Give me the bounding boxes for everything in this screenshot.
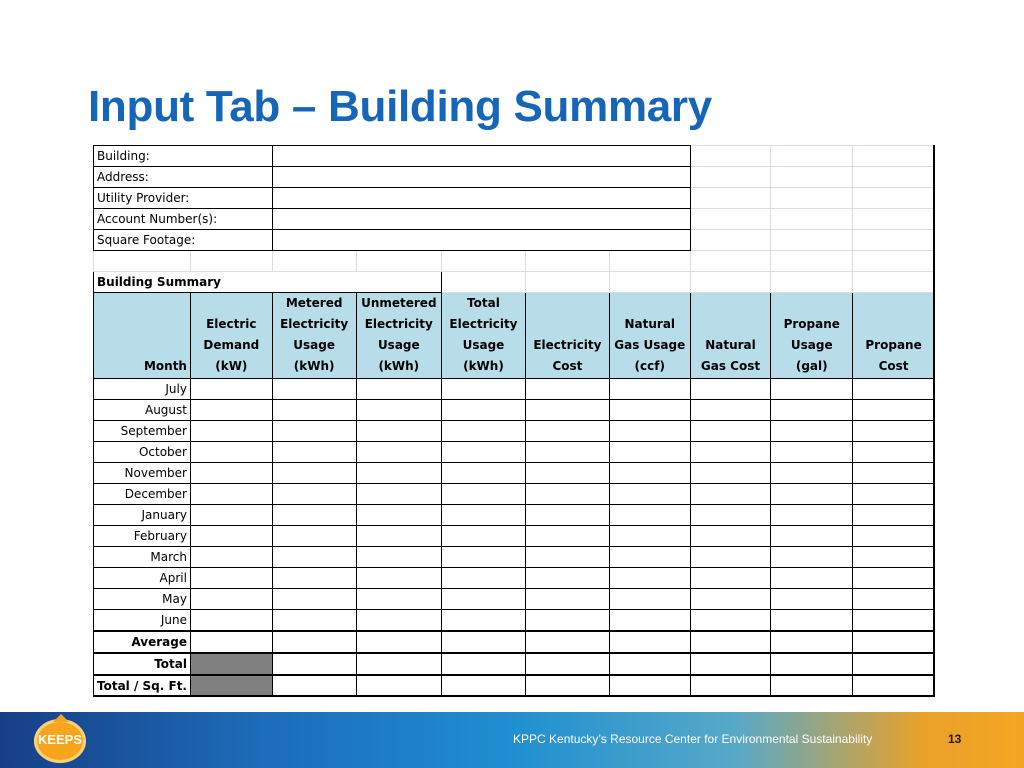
data-cell[interactable] (609, 442, 690, 463)
sheet-bottom-edge (93, 695, 935, 697)
data-cell[interactable] (690, 421, 771, 442)
data-cell[interactable] (356, 547, 441, 568)
empty-cell[interactable] (853, 146, 935, 167)
keeps-logo (34, 719, 86, 763)
column-header: Electricity Cost (525, 293, 609, 379)
info-label: Building: (94, 146, 273, 167)
data-cell[interactable] (771, 631, 853, 653)
data-cell[interactable] (272, 653, 356, 675)
data-cell[interactable] (441, 442, 525, 463)
data-cell[interactable] (525, 484, 609, 505)
data-cell[interactable] (272, 526, 356, 547)
empty-cell[interactable] (771, 209, 853, 230)
data-cell[interactable] (771, 610, 853, 632)
data-cell[interactable] (853, 505, 935, 526)
data-cell[interactable] (853, 675, 935, 697)
data-cell[interactable] (272, 631, 356, 653)
data-cell[interactable] (356, 610, 441, 632)
column-header: Natural Gas Usage (ccf) (609, 293, 690, 379)
data-cell[interactable] (441, 610, 525, 632)
disabled-cell (190, 653, 272, 675)
month-label: June (94, 610, 191, 632)
data-cell[interactable] (690, 631, 771, 653)
summary-row (94, 675, 935, 697)
empty-cell[interactable] (525, 272, 609, 293)
empty-cell[interactable] (356, 251, 441, 272)
empty-cell[interactable] (690, 251, 771, 272)
data-cell[interactable] (525, 568, 609, 589)
empty-cell[interactable] (853, 251, 935, 272)
month-label: August (94, 400, 191, 421)
data-cell[interactable] (771, 653, 853, 675)
month-row (94, 442, 935, 463)
data-cell[interactable] (525, 421, 609, 442)
data-cell[interactable] (356, 568, 441, 589)
data-cell[interactable] (190, 484, 272, 505)
column-header: Propane Cost (853, 293, 935, 379)
data-cell[interactable] (690, 484, 771, 505)
empty-cell[interactable] (441, 272, 525, 293)
data-cell[interactable] (356, 631, 441, 653)
empty-cell[interactable] (609, 251, 690, 272)
graduation-cap-icon (53, 714, 69, 722)
info-label: Square Footage: (94, 230, 273, 251)
data-cell[interactable] (356, 526, 441, 547)
data-cell[interactable] (272, 442, 356, 463)
month-label: February (94, 526, 191, 547)
empty-cell[interactable] (690, 167, 771, 188)
data-cell[interactable] (441, 505, 525, 526)
empty-cell[interactable] (609, 272, 690, 293)
summary-row (94, 631, 935, 653)
data-cell[interactable] (190, 568, 272, 589)
data-cell[interactable] (525, 400, 609, 421)
data-cell[interactable] (853, 421, 935, 442)
data-cell[interactable] (272, 484, 356, 505)
month-row (94, 421, 935, 442)
data-cell[interactable] (525, 379, 609, 400)
info-input[interactable] (272, 146, 690, 167)
empty-cell[interactable] (525, 251, 609, 272)
empty-cell[interactable] (272, 251, 356, 272)
data-cell[interactable] (771, 442, 853, 463)
page-number: 13 (948, 732, 962, 746)
empty-cell[interactable] (441, 251, 525, 272)
data-cell[interactable] (853, 400, 935, 421)
column-header: Total Electricity Usage (kWh) (441, 293, 525, 379)
data-cell[interactable] (853, 653, 935, 675)
info-input[interactable] (272, 167, 690, 188)
data-cell[interactable] (525, 653, 609, 675)
data-cell[interactable] (609, 463, 690, 484)
data-cell[interactable] (609, 568, 690, 589)
data-cell[interactable] (853, 610, 935, 632)
data-cell[interactable] (609, 653, 690, 675)
data-cell[interactable] (771, 463, 853, 484)
data-cell[interactable] (356, 421, 441, 442)
data-cell[interactable] (272, 547, 356, 568)
info-input[interactable] (272, 230, 690, 251)
month-row (94, 400, 935, 421)
data-cell[interactable] (272, 463, 356, 484)
month-label: November (94, 463, 191, 484)
data-cell[interactable] (525, 463, 609, 484)
data-cell[interactable] (853, 484, 935, 505)
month-row (94, 547, 935, 568)
data-cell[interactable] (609, 547, 690, 568)
info-row (94, 230, 935, 251)
summary-label: Average (94, 631, 191, 653)
data-cell[interactable] (609, 400, 690, 421)
data-cell[interactable] (441, 589, 525, 610)
data-cell[interactable] (609, 505, 690, 526)
month-row (94, 484, 935, 505)
empty-cell[interactable] (771, 146, 853, 167)
summary-label: Total / Sq. Ft. (94, 675, 191, 697)
info-row (94, 167, 935, 188)
sheet-right-edge (933, 145, 935, 697)
data-cell[interactable] (272, 421, 356, 442)
data-cell[interactable] (356, 505, 441, 526)
column-header: Natural Gas Cost (690, 293, 771, 379)
data-cell[interactable] (853, 631, 935, 653)
empty-cell[interactable] (853, 230, 935, 251)
data-cell[interactable] (190, 421, 272, 442)
data-cell[interactable] (525, 610, 609, 632)
data-cell[interactable] (441, 400, 525, 421)
empty-cell[interactable] (853, 167, 935, 188)
column-header: Propane Usage (gal) (771, 293, 853, 379)
data-cell[interactable] (356, 463, 441, 484)
data-cell[interactable] (272, 379, 356, 400)
info-input[interactable] (272, 209, 690, 230)
info-row (94, 146, 935, 167)
info-label: Address: (94, 167, 273, 188)
data-cell[interactable] (441, 568, 525, 589)
column-header: Unmetered Electricity Usage (kWh) (356, 293, 441, 379)
data-cell[interactable] (690, 400, 771, 421)
month-label: September (94, 421, 191, 442)
data-cell[interactable] (609, 631, 690, 653)
data-cell[interactable] (525, 631, 609, 653)
data-cell[interactable] (441, 526, 525, 547)
data-cell[interactable] (272, 568, 356, 589)
empty-cell[interactable] (771, 188, 853, 209)
slide-title: Input Tab – Building Summary (88, 82, 712, 131)
empty-cell[interactable] (690, 146, 771, 167)
empty-cell[interactable] (771, 230, 853, 251)
data-cell[interactable] (609, 484, 690, 505)
data-cell[interactable] (441, 421, 525, 442)
disabled-cell (190, 675, 272, 697)
month-label: March (94, 547, 191, 568)
data-cell[interactable] (853, 379, 935, 400)
empty-cell[interactable] (94, 251, 191, 272)
data-cell[interactable] (771, 484, 853, 505)
summary-label: Total (94, 653, 191, 675)
data-cell[interactable] (771, 675, 853, 697)
month-label: October (94, 442, 191, 463)
info-row (94, 209, 935, 230)
data-cell[interactable] (356, 400, 441, 421)
header-row (94, 293, 935, 379)
data-cell[interactable] (771, 526, 853, 547)
month-label: April (94, 568, 191, 589)
empty-cell[interactable] (771, 272, 853, 293)
data-cell[interactable] (853, 589, 935, 610)
data-cell[interactable] (525, 675, 609, 697)
data-cell[interactable] (690, 568, 771, 589)
data-cell[interactable] (441, 484, 525, 505)
summary-row (94, 653, 935, 675)
data-cell[interactable] (525, 589, 609, 610)
data-cell[interactable] (356, 653, 441, 675)
month-row (94, 505, 935, 526)
data-cell[interactable] (609, 421, 690, 442)
data-cell[interactable] (690, 589, 771, 610)
data-cell[interactable] (690, 675, 771, 697)
data-cell[interactable] (690, 653, 771, 675)
data-cell[interactable] (441, 379, 525, 400)
data-cell[interactable] (771, 379, 853, 400)
month-label: July (94, 379, 191, 400)
data-cell[interactable] (441, 653, 525, 675)
data-cell[interactable] (356, 379, 441, 400)
month-label: May (94, 589, 191, 610)
column-header: Metered Electricity Usage (kWh) (272, 293, 356, 379)
month-row (94, 379, 935, 400)
month-row (94, 589, 935, 610)
empty-cell[interactable] (690, 272, 771, 293)
data-cell[interactable] (853, 463, 935, 484)
data-cell[interactable] (190, 547, 272, 568)
data-cell[interactable] (190, 526, 272, 547)
empty-cell[interactable] (853, 188, 935, 209)
data-cell[interactable] (690, 526, 771, 547)
info-label: Utility Provider: (94, 188, 273, 209)
data-cell[interactable] (190, 610, 272, 632)
data-cell[interactable] (853, 442, 935, 463)
data-cell[interactable] (525, 547, 609, 568)
empty-cell[interactable] (771, 251, 853, 272)
data-cell[interactable] (356, 589, 441, 610)
empty-cell[interactable] (853, 272, 935, 293)
data-cell[interactable] (609, 589, 690, 610)
data-cell[interactable] (690, 505, 771, 526)
data-cell[interactable] (690, 442, 771, 463)
data-cell[interactable] (609, 526, 690, 547)
data-cell[interactable] (356, 442, 441, 463)
data-cell[interactable] (190, 442, 272, 463)
data-cell[interactable] (272, 675, 356, 697)
month-row (94, 568, 935, 589)
data-cell[interactable] (771, 505, 853, 526)
data-cell[interactable] (690, 610, 771, 632)
empty-cell[interactable] (771, 167, 853, 188)
column-header: Month (94, 293, 191, 379)
data-cell[interactable] (272, 589, 356, 610)
data-cell[interactable] (690, 463, 771, 484)
data-cell[interactable] (771, 547, 853, 568)
data-cell[interactable] (441, 463, 525, 484)
data-cell[interactable] (853, 547, 935, 568)
footer-org-text: KPPC Kentucky’s Resource Center for Environmental Sustainability (513, 732, 873, 746)
data-cell[interactable] (771, 589, 853, 610)
info-row (94, 188, 935, 209)
data-cell[interactable] (272, 610, 356, 632)
month-label: December (94, 484, 191, 505)
data-cell[interactable] (609, 610, 690, 632)
data-cell[interactable] (441, 631, 525, 653)
building-summary-table (93, 145, 935, 697)
data-cell[interactable] (441, 675, 525, 697)
month-row (94, 610, 935, 632)
empty-cell[interactable] (690, 230, 771, 251)
data-cell[interactable] (190, 463, 272, 484)
data-cell[interactable] (272, 505, 356, 526)
empty-cell[interactable] (190, 251, 272, 272)
data-cell[interactable] (272, 400, 356, 421)
info-input[interactable] (272, 188, 690, 209)
data-cell[interactable] (190, 589, 272, 610)
month-label: January (94, 505, 191, 526)
data-cell[interactable] (853, 526, 935, 547)
info-label: Account Number(s): (94, 209, 273, 230)
section-row (94, 272, 935, 293)
empty-cell[interactable] (853, 209, 935, 230)
data-cell[interactable] (190, 400, 272, 421)
spacer-row (94, 251, 935, 272)
data-cell[interactable] (771, 421, 853, 442)
data-cell[interactable] (771, 400, 853, 421)
month-row (94, 463, 935, 484)
data-cell[interactable] (690, 547, 771, 568)
spreadsheet (93, 145, 935, 697)
footer-bar (0, 712, 1024, 768)
logo-text: KEEPS (37, 732, 83, 747)
data-cell[interactable] (356, 675, 441, 697)
data-cell[interactable] (853, 568, 935, 589)
data-cell[interactable] (771, 568, 853, 589)
data-cell[interactable] (190, 505, 272, 526)
data-cell[interactable] (525, 442, 609, 463)
column-header: Electric Demand (kW) (190, 293, 272, 379)
data-cell[interactable] (609, 379, 690, 400)
data-cell[interactable] (690, 379, 771, 400)
data-cell[interactable] (356, 484, 441, 505)
data-cell[interactable] (609, 675, 690, 697)
section-title: Building Summary (94, 272, 442, 293)
data-cell[interactable] (441, 547, 525, 568)
data-cell[interactable] (525, 526, 609, 547)
month-row (94, 526, 935, 547)
empty-cell[interactable] (690, 188, 771, 209)
empty-cell[interactable] (690, 209, 771, 230)
data-cell[interactable] (190, 379, 272, 400)
data-cell[interactable] (190, 631, 272, 653)
data-cell[interactable] (525, 505, 609, 526)
